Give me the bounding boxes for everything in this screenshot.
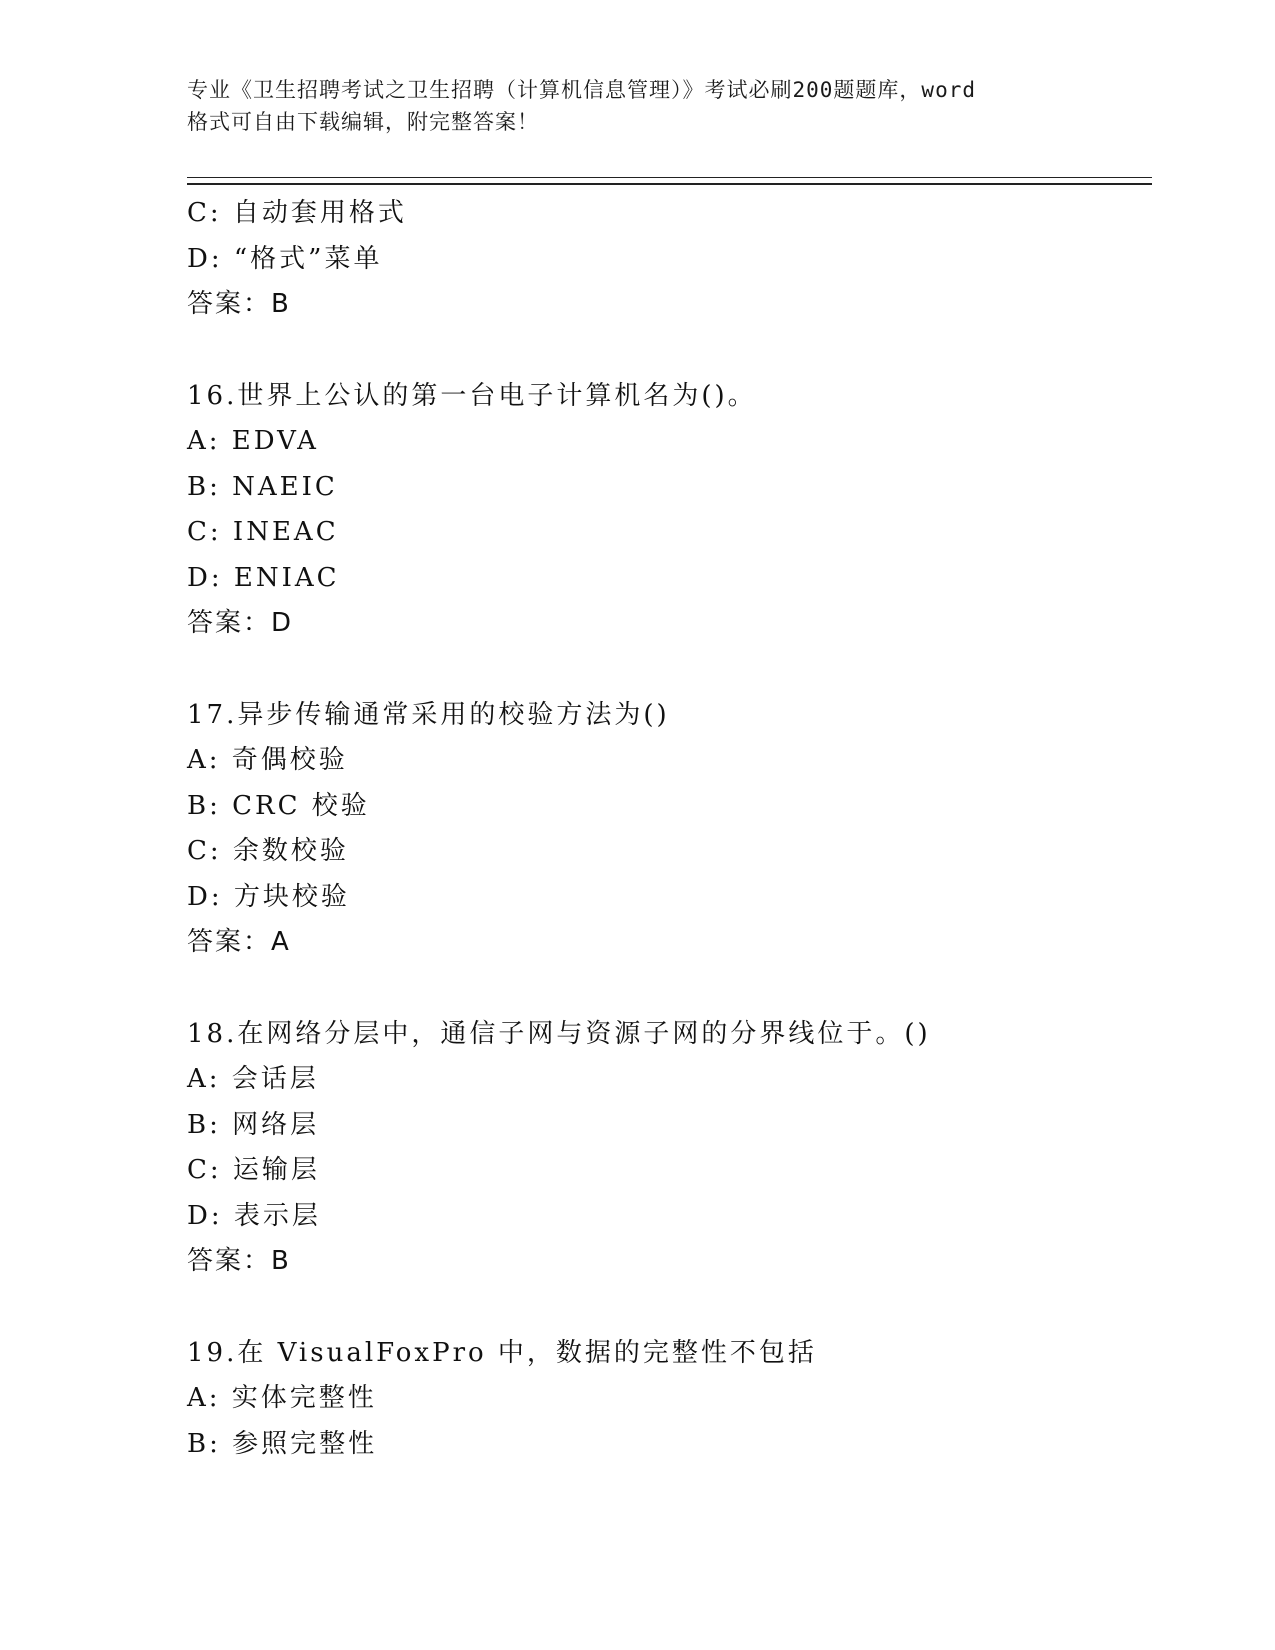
header-divider-thin	[187, 177, 1152, 178]
document-header	[187, 74, 1087, 138]
spacer	[187, 647, 1147, 693]
spacer	[187, 328, 1147, 374]
answer: 答案：B	[187, 289, 291, 319]
option-d: D: “格式”菜单	[187, 243, 383, 274]
header-line-1: 专业《卫生招聘考试之卫生招聘（计算机信息管理）》考试必刷200题题库，word	[187, 78, 976, 102]
option-a: A: 会话层	[187, 1064, 319, 1094]
option-c: C: INEAC	[187, 517, 339, 547]
answer: 答案：B	[187, 1246, 291, 1276]
option-b: B: CRC 校验	[187, 790, 370, 821]
answer: 答案：D	[187, 608, 294, 638]
question-stem: 18.在网络分层中，通信子网与资源子网的分界线位于。()	[187, 1018, 931, 1049]
option-c: C: 自动套用格式	[187, 198, 407, 228]
question-19	[187, 1331, 1147, 1468]
option-d: D: ENIAC	[187, 562, 340, 593]
option-a: A: 实体完整性	[187, 1383, 377, 1413]
header-divider-thick	[187, 183, 1152, 185]
option-b: B: 网络层	[187, 1109, 320, 1140]
spacer	[187, 1285, 1147, 1331]
question-15-tail	[187, 191, 1147, 328]
header-line-2: 格式可自由下载编辑，附完整答案！	[187, 110, 539, 134]
question-18	[187, 1012, 1147, 1285]
option-d: D: 方块校验	[187, 881, 350, 912]
question-list	[187, 191, 1147, 1467]
option-c: C: 余数校验	[187, 836, 349, 866]
question-17	[187, 693, 1147, 966]
option-c: C: 运输层	[187, 1155, 320, 1185]
option-a: A: 奇偶校验	[187, 745, 348, 775]
option-d: D: 表示层	[187, 1200, 321, 1231]
question-stem: 17.异步传输通常采用的校验方法为()	[187, 699, 670, 730]
question-stem: 16.世界上公认的第一台电子计算机名为()。	[187, 380, 757, 411]
question-16	[187, 374, 1147, 647]
option-b: B: 参照完整性	[187, 1428, 378, 1459]
spacer	[187, 966, 1147, 1012]
question-stem: 19.在 VisualFoxPro 中，数据的完整性不包括	[187, 1337, 817, 1368]
option-b: B: NAEIC	[187, 471, 338, 502]
option-a: A: EDVA	[187, 426, 319, 456]
answer: 答案：A	[187, 927, 291, 957]
